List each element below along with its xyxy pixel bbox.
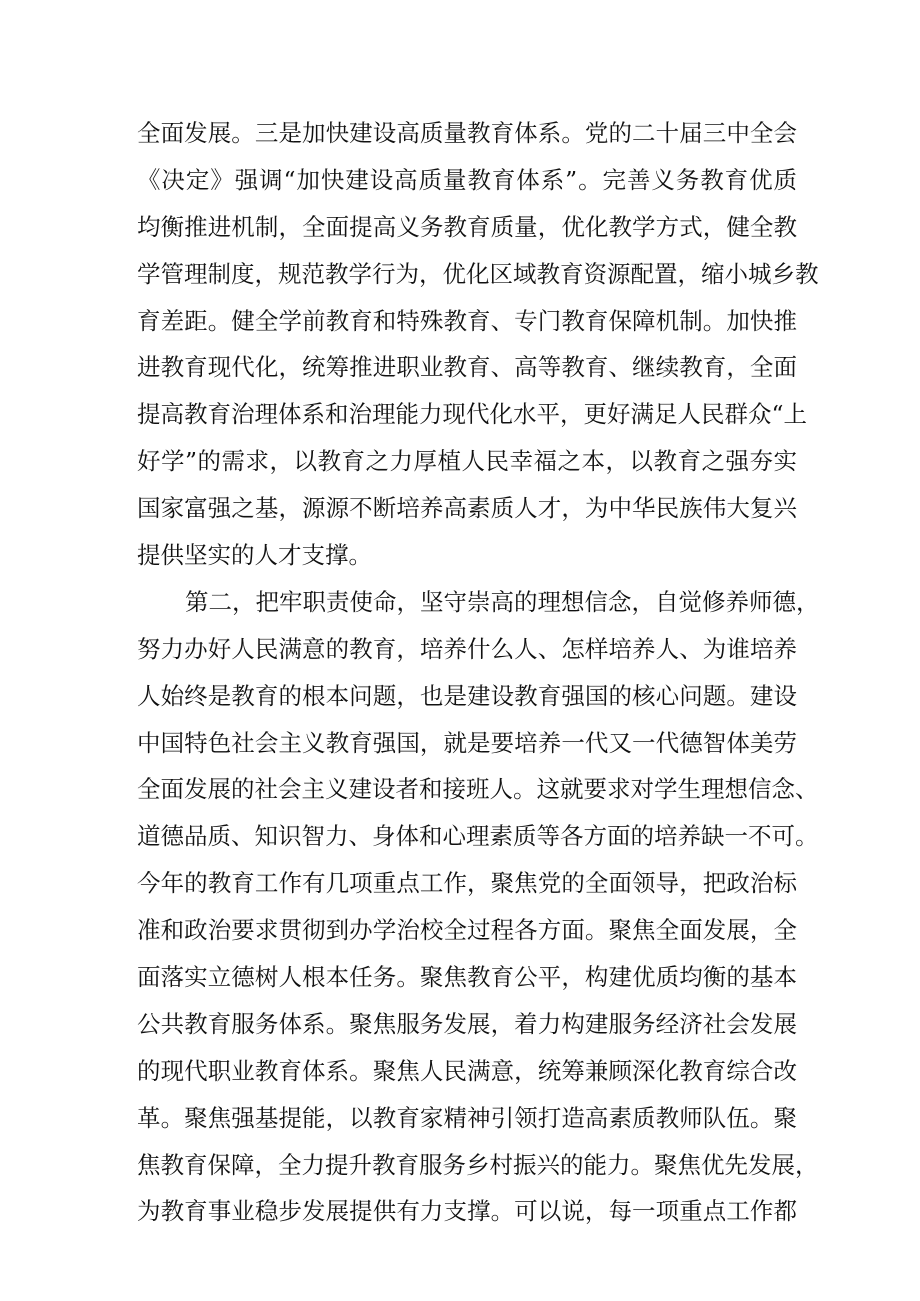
text-line: 育差距。健全学前教育和特殊教育、专门教育保障机制。加快推 (137, 306, 797, 335)
text-line-paragraph-start: 第二，把牢职责使命，坚守崇高的理想信念，自觉修养师德， (185, 587, 820, 616)
text-line: 面落实立德树人根本任务。聚焦教育公平，构建优质均衡的基本 (137, 963, 797, 992)
text-line: 为教育事业稳步发展提供有力支撑。可以说，每一项重点工作都 (137, 1197, 797, 1226)
text-line-paragraph-end: 提供坚实的人才支撑。 (137, 541, 372, 570)
text-line: 《决定》强调“加快建设高质量教育体系”。完善义务教育优质 (137, 165, 797, 194)
text-line: 公共教育服务体系。聚焦服务发展，着力构建服务经济社会发展 (137, 1009, 797, 1038)
text-line: 道德品质、知识智力、身体和心理素质等各方面的培养缺一不可。 (137, 822, 819, 851)
text-line: 好学”的需求，以教育之力厚植人民幸福之本，以教育之强夯实 (137, 447, 797, 476)
body-text (137, 110, 820, 1235)
text-line: 均衡推进机制，全面提高义务教育质量，优化教学方式，健全教 (137, 212, 797, 241)
text-line: 的现代职业教育体系。聚焦人民满意，统筹兼顾深化教育综合改 (137, 1056, 797, 1085)
text-line: 中国特色社会主义教育强国，就是要培养一代又一代德智体美劳 (137, 728, 797, 757)
text-line: 焦教育保障，全力提升教育服务乡村振兴的能力。聚焦优先发展， (137, 1150, 819, 1179)
text-line: 进教育现代化，统筹推进职业教育、高等教育、继续教育，全面 (137, 353, 797, 382)
text-line: 革。聚焦强基提能，以教育家精神引领打造高素质教师队伍。聚 (137, 1103, 797, 1132)
text-line: 全面发展的社会主义建设者和接班人。这就要求对学生理想信念、 (137, 775, 819, 804)
text-line: 学管理制度，规范教学行为，优化区域教育资源配置，缩小城乡教 (137, 259, 819, 288)
text-line: 努力办好人民满意的教育，培养什么人、怎样培养人、为谁培养 (137, 634, 797, 663)
text-line: 人始终是教育的根本问题，也是建设教育强国的核心问题。建设 (137, 681, 797, 710)
text-line: 提高教育治理体系和治理能力现代化水平，更好满足人民群众“上 (137, 400, 808, 429)
text-line: 准和政治要求贯彻到办学治校全过程各方面。聚焦全面发展，全 (137, 916, 797, 945)
text-line: 全面发展。三是加快建设高质量教育体系。党的二十届三中全会 (137, 119, 797, 147)
text-line: 国家富强之基，源源不断培养高素质人才，为中华民族伟大复兴 (137, 494, 797, 523)
text-line: 今年的教育工作有几项重点工作，聚焦党的全面领导，把政治标 (137, 869, 797, 898)
